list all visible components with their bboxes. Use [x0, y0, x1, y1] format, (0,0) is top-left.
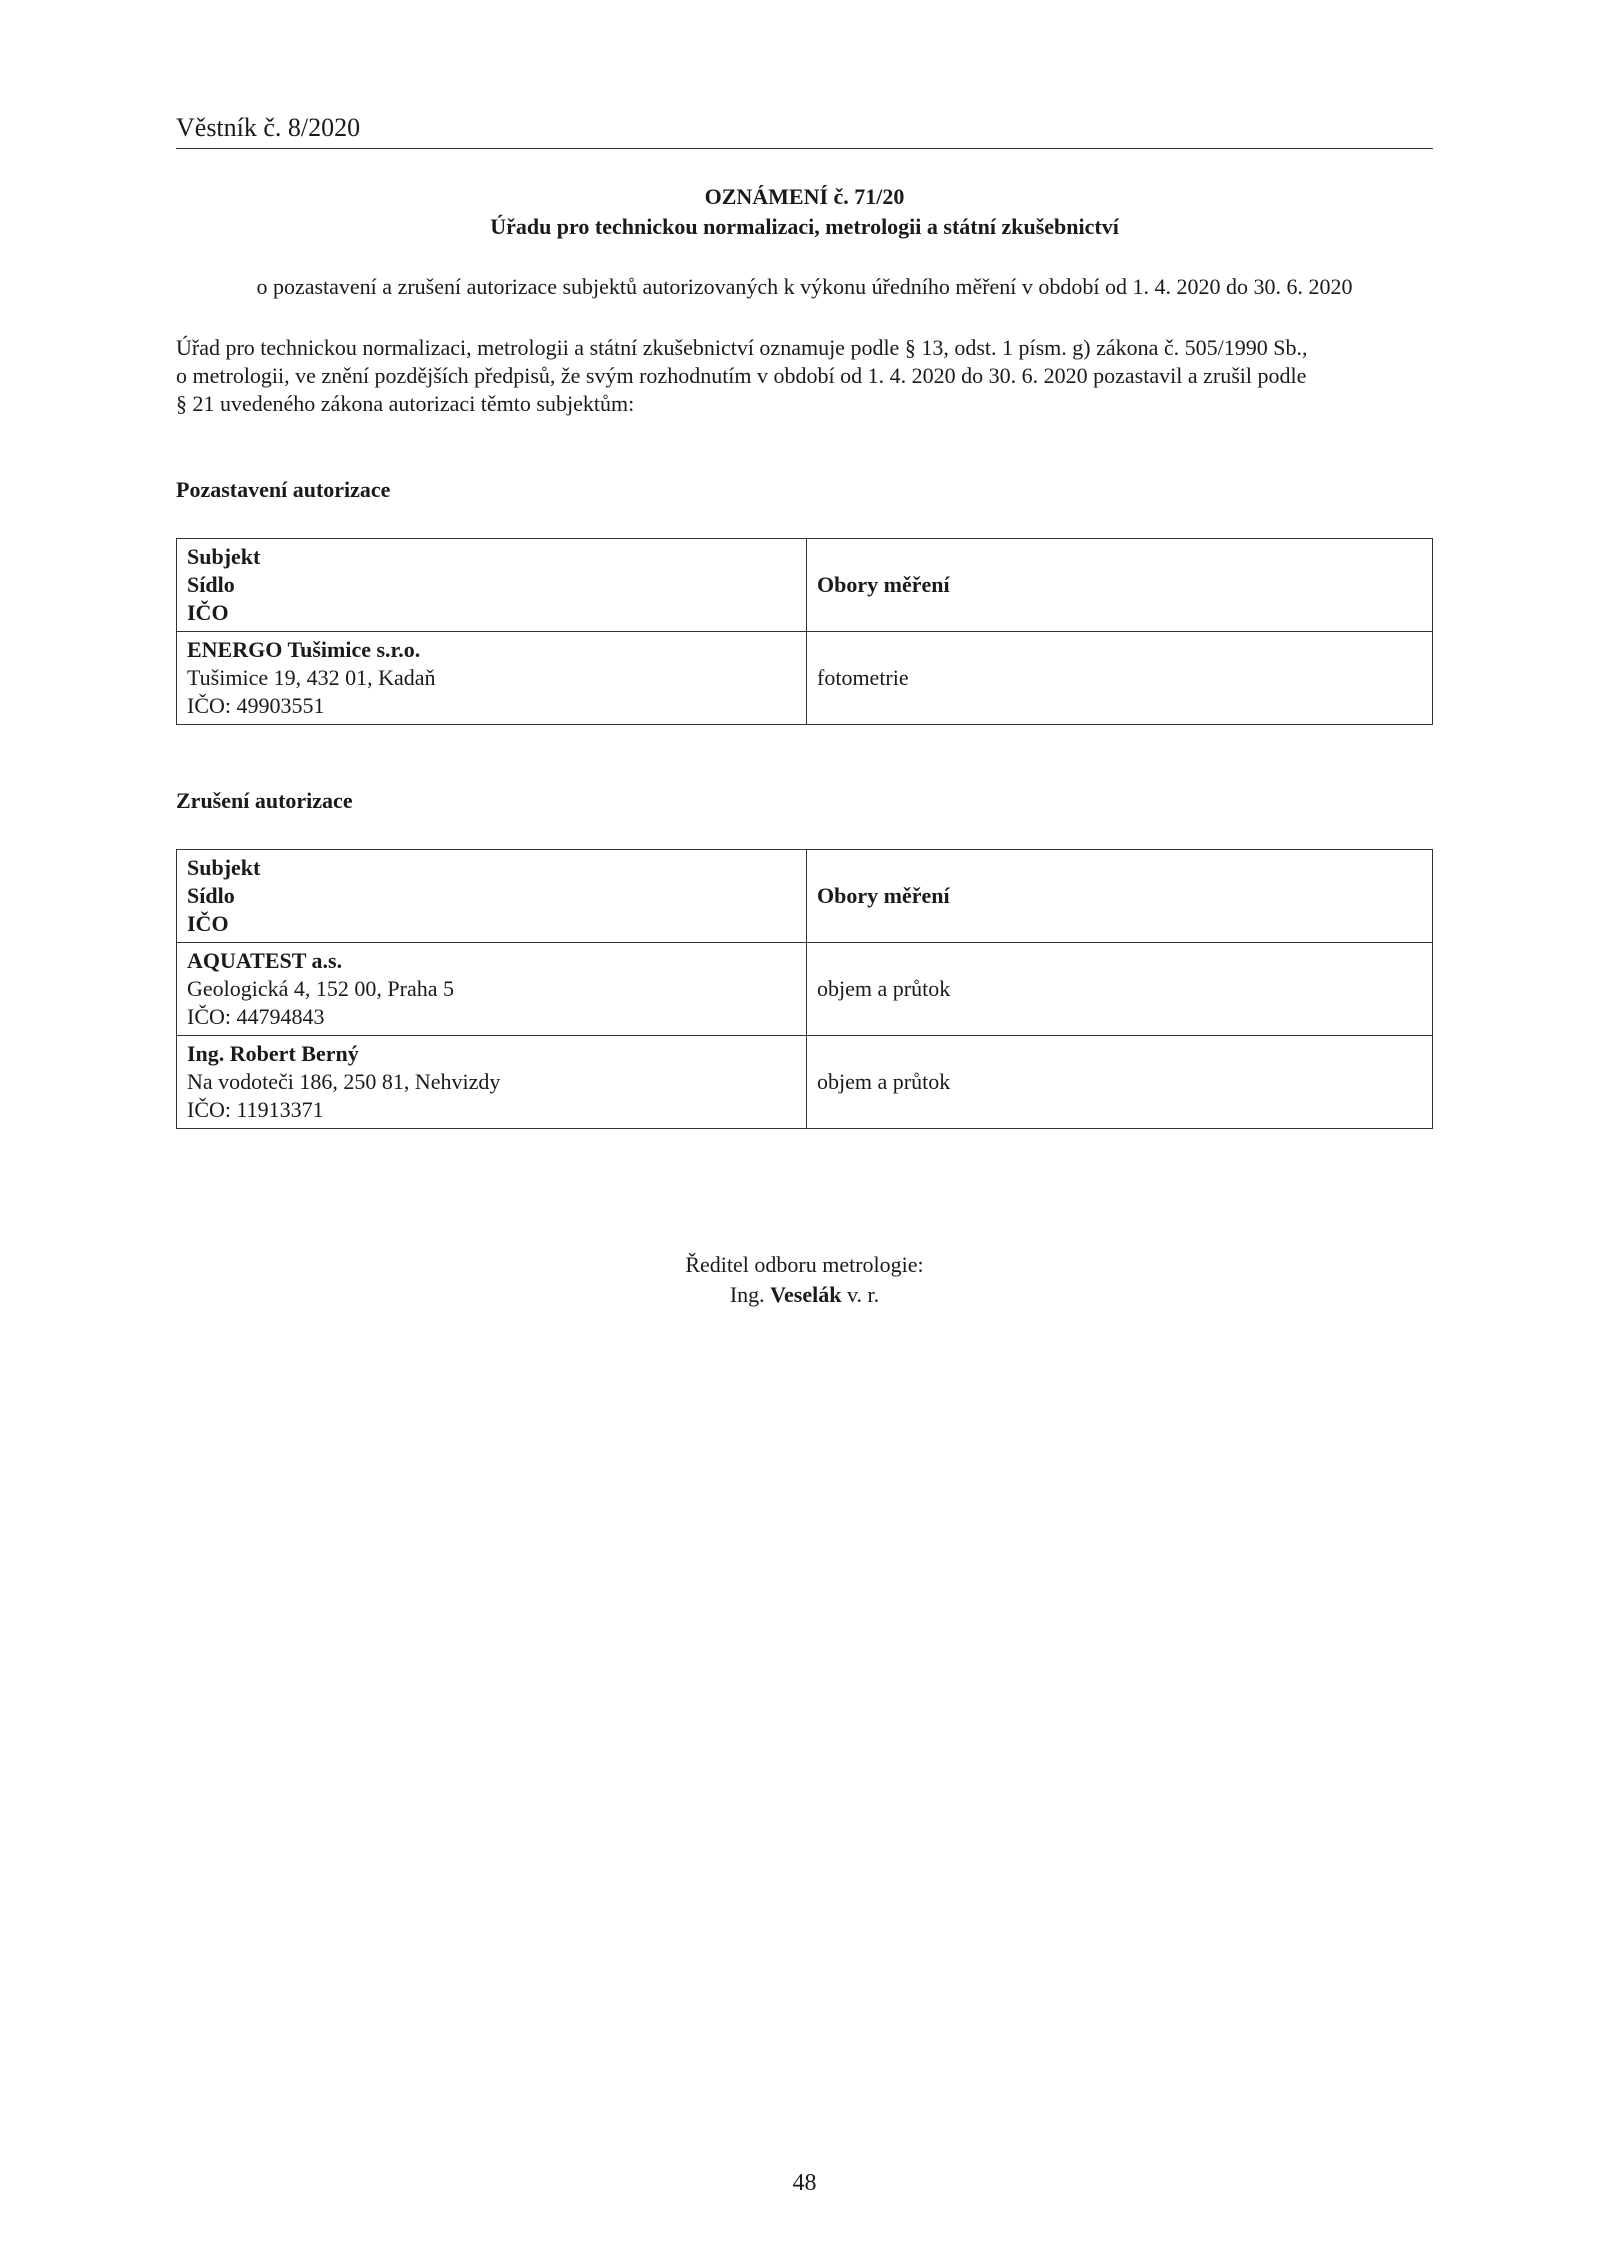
- subject-address: Na vodoteči 186, 250 81, Nehvizdy: [187, 1069, 501, 1094]
- signature-suffix: v. r.: [846, 1282, 880, 1307]
- announcement-subject: o pozastavení a zrušení autorizace subjektů autorizovaných k výkonu úředního měření v období od 1. 4. 2020 do 30. 6. 2020: [256, 274, 1353, 299]
- header-fields: Obory měření: [807, 850, 1433, 943]
- header-subject-cell: [177, 850, 807, 943]
- page-number: 48: [792, 2170, 817, 2196]
- cancellation-heading: Zrušení autorizace: [176, 788, 353, 813]
- table-row: [177, 943, 1433, 1036]
- announcement-number: OZNÁMENÍ č. 71/20: [704, 184, 905, 209]
- signature-surname: Veselák: [770, 1282, 842, 1307]
- measurement-fields: fotometrie: [807, 632, 1433, 725]
- header-ico: IČO: [187, 911, 229, 936]
- subject-cell: [177, 1036, 807, 1129]
- intro-line: § 21 uvedeného zákona autorizaci těmto subjektům:: [176, 391, 635, 416]
- header-seat: Sídlo: [187, 572, 235, 597]
- intro-line: o metrologii, ve znění pozdějších předpisů, že svým rozhodnutím v období od 1. 4. 2020 do 30. 6. 2020 pozastavil a zrušil podle: [176, 363, 1307, 388]
- signature-block: [176, 1250, 1433, 1310]
- table-row: [177, 1036, 1433, 1129]
- header-fields: Obory měření: [807, 539, 1433, 632]
- subject-ico: IČO: 44794843: [187, 1004, 325, 1029]
- cancellation-table: [176, 849, 1433, 1129]
- intro-line: Úřad pro technickou normalizaci, metrologii a státní zkušebnictví oznamuje podle § 13, odst. 1 písm. g) zákona č. 505/1990 Sb.,: [176, 335, 1308, 360]
- subject-name: Ing. Robert Berný: [187, 1041, 359, 1066]
- journal-header: [176, 110, 1433, 149]
- signature-role: Ředitel odboru metrologie:: [685, 1252, 924, 1277]
- signature-title: Ing.: [729, 1282, 765, 1307]
- table-row: [177, 632, 1433, 725]
- subject-address: Tušimice 19, 432 01, Kadaň: [187, 665, 436, 690]
- subject-cell: [177, 943, 807, 1036]
- subject-address: Geologická 4, 152 00, Praha 5: [187, 976, 454, 1001]
- announcement-authority: Úřadu pro technickou normalizaci, metrologii a státní zkušebnictví: [490, 214, 1119, 239]
- subject-cell: [177, 632, 807, 725]
- header-subject: Subjekt: [187, 855, 261, 880]
- signature-name: [176, 1280, 1433, 1310]
- subject-ico: IČO: 49903551: [187, 693, 325, 718]
- suspension-table: [176, 538, 1433, 725]
- header-subject-cell: [177, 539, 807, 632]
- announcement-intro: [176, 334, 1433, 418]
- announcement-title-block: [176, 182, 1433, 242]
- header-subject: Subjekt: [187, 544, 261, 569]
- subject-name: AQUATEST a.s.: [187, 948, 343, 973]
- table-header-row: [177, 539, 1433, 632]
- table-header-row: [177, 850, 1433, 943]
- measurement-fields: objem a průtok: [807, 1036, 1433, 1129]
- journal-title: Věstník č. 8/2020: [176, 113, 361, 142]
- header-ico: IČO: [187, 600, 229, 625]
- header-seat: Sídlo: [187, 883, 235, 908]
- suspension-heading: Pozastavení autorizace: [176, 477, 391, 502]
- subject-ico: IČO: 11913371: [187, 1097, 324, 1122]
- subject-name: ENERGO Tušimice s.r.o.: [187, 637, 421, 662]
- measurement-fields: objem a průtok: [807, 943, 1433, 1036]
